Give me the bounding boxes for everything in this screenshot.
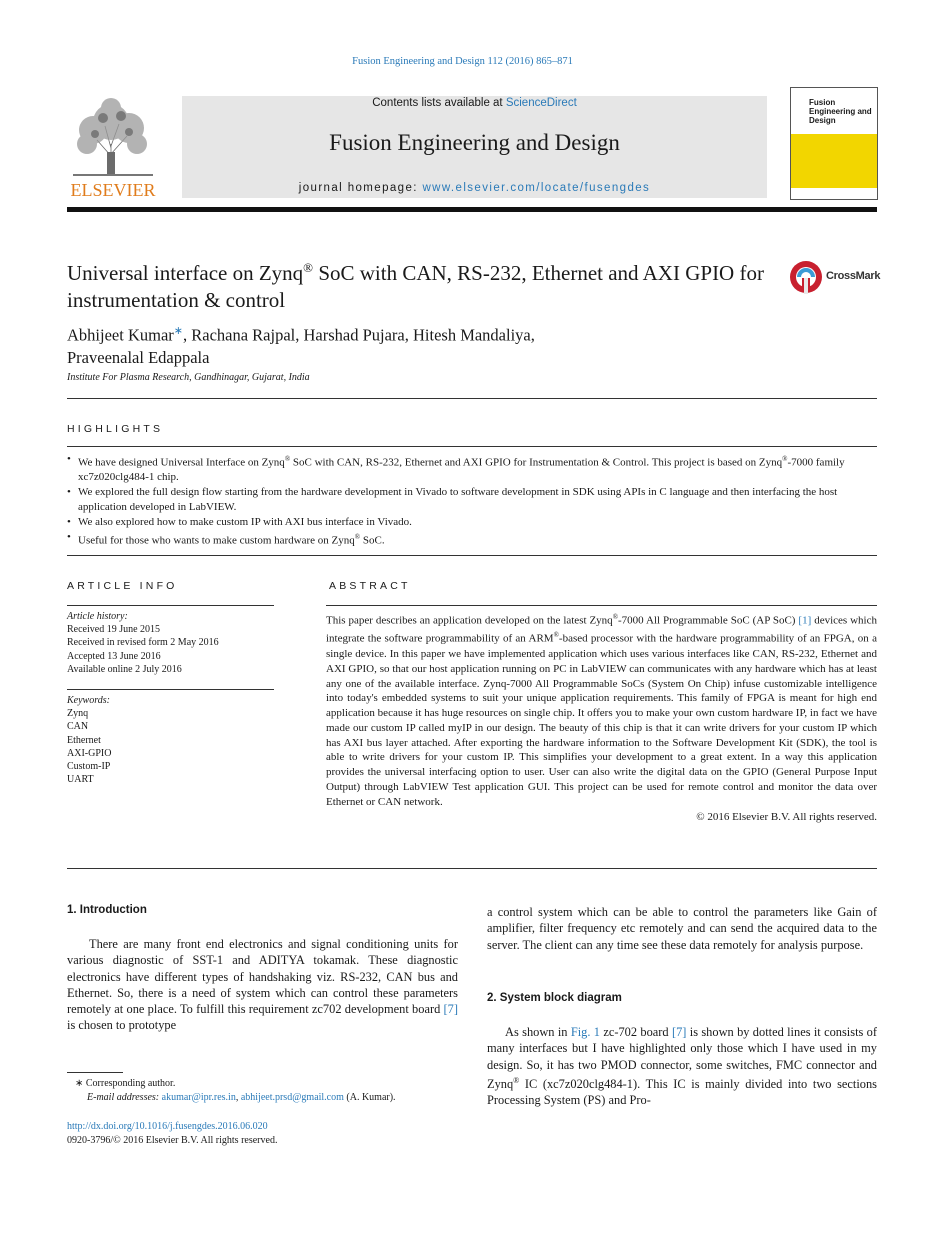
divider [67, 605, 274, 606]
divider [326, 605, 877, 606]
title-part2: SoC with CAN, RS-232, Ethernet and AXI GPIO for instrumentation & control [67, 261, 764, 312]
history-item: Received 19 June 2015 [67, 624, 161, 636]
highlight-text: We explored the full design flow starting from the hardware development in Vivado to software development in SDK using APIs in C language and then interfacing the host application developed in LabVIEW. [78, 486, 838, 514]
crossmark-badge[interactable] [789, 260, 879, 294]
body-text: is chosen to prototype [67, 1018, 177, 1033]
sciencedirect-link[interactable]: ScienceDirect [505, 97, 577, 109]
highlight-text: SoC. [360, 534, 385, 547]
footnote-text: Corresponding author. [83, 1078, 176, 1089]
keyword: UART [67, 774, 94, 786]
footnote-rule [67, 1072, 123, 1073]
author-kumar: Abhijeet Kumar [67, 325, 174, 345]
contents-available [182, 97, 767, 109]
email-link[interactable]: akumar@ipr.res.in [161, 1091, 236, 1103]
homepage-prefix: journal homepage: [298, 182, 423, 194]
cover-title: Fusion Engineering and Design [809, 98, 872, 125]
divider [67, 689, 274, 690]
section-1-heading: 1. Introduction [67, 904, 147, 916]
journal-title: Fusion Engineering and Design [329, 130, 620, 155]
article-info-heading: ARTICLE INFO [67, 580, 178, 592]
affiliation: Institute For Plasma Research, Gandhinagar, Gujarat, India [67, 372, 310, 383]
title-registered-mark: ® [303, 260, 314, 275]
email-suffix: (A. Kumar). [343, 1091, 396, 1103]
section-2-heading: 2. System block diagram [487, 992, 622, 1004]
ref-link[interactable]: [1] [798, 614, 812, 627]
body-text: IC (xc7z020clg484-1). This IC is mainly divided into two sections Processing System (PS) and Pro- [487, 1077, 877, 1108]
history-item: Accepted 13 June 2016 [67, 650, 161, 662]
journal-homepage [182, 182, 767, 194]
body-sup: ® [513, 1075, 520, 1085]
abstract-sup: ® [612, 613, 619, 621]
homepage-link[interactable]: www.elsevier.com/locate/fusengdes [422, 182, 651, 194]
body-text: zc-702 board [599, 1025, 672, 1039]
journal-cover-image [790, 87, 878, 200]
ref-link[interactable]: [7] [443, 1002, 458, 1017]
doi-block [67, 1120, 277, 1147]
highlight-item [67, 485, 877, 515]
article-history [67, 610, 274, 676]
highlights-heading: HIGHLIGHTS [67, 423, 164, 435]
highlight-sup: ® [782, 455, 788, 463]
history-item: Received in revised form 2 May 2016 [67, 637, 219, 649]
ref-link[interactable]: [7] [671, 1025, 687, 1039]
corresponding-author-note [67, 1077, 467, 1091]
body-text: is shown by dotted lines it consists of many interfaces but I have highlighted only those which I have used in my design. So, it has two PMOD connector, some switches, FMC connector and Zynq [487, 1025, 878, 1092]
highlight-item [67, 515, 877, 530]
abstract-part: -7000 All Programmable SoC (AP SoC) [618, 614, 799, 627]
authors-line-1 [67, 320, 687, 347]
author-list [67, 320, 687, 369]
history-label: Article history: [67, 611, 128, 622]
highlight-text: We also explored how to make custom IP with AXI bus interface in Vivado. [78, 515, 412, 528]
divider [67, 446, 877, 447]
highlight-sup: ® [354, 532, 361, 541]
highlight-item [67, 452, 877, 485]
highlight-item [67, 530, 877, 548]
authors-line-2: Praveenalal Edappala [67, 347, 210, 367]
keyword: Zynq [67, 708, 89, 720]
email-label: E-mail addresses: [87, 1091, 162, 1103]
contents-prefix: Contents lists available at [372, 97, 506, 109]
corresponding-author-mark[interactable]: ∗ [173, 325, 183, 337]
keywords-label: Keywords: [67, 695, 110, 706]
keyword: CAN [67, 721, 89, 733]
abstract-part: -based processor with the hardware programmability of an FPGA, on a single device. In this paper we have implemented application which uses various interfaces like CAN, RS-232, Ethernet and AXI GPIO, so that our host application running on PC in LabVIEW can communicates with any hardware which has at least any one of the available interface. Zynq-7000 All Programmable SoCs (System On Chip) infuse customizable intelligence into today's embedded systems to suit your unique application requirements. This family of FPGA is meant for high end application because it has huge resources on single chip. It offers you to make your own custom hardware IP, in fact we have made our custom IP called myIP in our design. The beauty of this chip is that it can write drivers for your custom IP which has AXI bus layer attached. After exporting the hardware information to the Software Development Kit (SDK), the tool is able to write drivers for your custom IP. This simplifies your development to a great extent. In a way this application provides the universal interfacing option to user. User can also write the digital data on the GPIO (General Purpose Input Output) through LabVIEW Test application GUI. This project can be used for remote control and monitor the data over Ethernet or CAN network. [326, 633, 877, 808]
crossmark-label: CrossMark [826, 270, 881, 282]
journal-banner [182, 96, 767, 198]
highlights-list [67, 452, 877, 548]
abstract-heading: ABSTRACT [329, 580, 411, 592]
elsevier-tree-icon [67, 96, 159, 198]
section-2-text [487, 1024, 877, 1109]
keywords [67, 694, 274, 786]
email-separator: , [235, 1091, 241, 1103]
title-part1: Universal interface on Zynq [67, 261, 304, 285]
abstract-part: This paper describes an application developed on the latest Zynq [326, 614, 613, 627]
highlight-text: We have designed Universal Interface on Zynq [78, 456, 285, 469]
highlight-text: Useful for those who wants to make custom hardware on Zynq [78, 534, 355, 547]
crossmark-icon [789, 260, 823, 294]
elsevier-logo [67, 96, 159, 198]
abstract-body [326, 610, 877, 810]
email-link[interactable]: abhijeet.prsd@gmail.com [240, 1091, 344, 1103]
article-title [67, 254, 777, 314]
cover-yellow-panel [791, 134, 877, 188]
header-rule [67, 207, 877, 212]
email-note [67, 1091, 467, 1105]
divider [67, 868, 877, 869]
body-text: As shown in [505, 1025, 571, 1039]
highlight-text: -7000 family xc7z020clg484-1 chip. [78, 456, 845, 484]
abstract-copyright: © 2016 Elsevier B.V. All rights reserved. [696, 810, 877, 823]
keyword: Ethernet [67, 734, 101, 746]
abstract-part: devices which integrate the software programmability of an ARM [326, 614, 877, 646]
keyword: AXI-GPIO [67, 747, 112, 759]
highlight-text: SoC with CAN, RS-232, Ethernet and AXI GPIO for Instrumentation & Control. This project is based on Zynq [290, 456, 783, 469]
footnote-mark: ∗ [75, 1078, 84, 1089]
issn-copyright: 0920-3796/© 2016 Elsevier B.V. All rights reserved. [67, 1134, 278, 1146]
doi-link[interactable]: http://dx.doi.org/10.1016/j.fusengdes.2016.06.020 [67, 1121, 268, 1132]
journal-citation[interactable]: Fusion Engineering and Design 112 (2016) 865–871 [352, 56, 573, 67]
body-text: There are many front end electronics and signal conditioning units for various diagnostic of SST-1 and ADITYA tokamak. These diagnostic electronics have different types of handshaking viz. RS-232, CAN bus and Ethernet. So, there is a need of system which can control these parameters remotely at one place. To fulfill this requirement zc702 development board [67, 937, 458, 1017]
abstract-sup: ® [553, 631, 559, 640]
keyword: Custom-IP [67, 761, 111, 773]
history-item: Available online 2 July 2016 [67, 663, 182, 675]
section-1-continued: a control system which can be able to control the parameters like Gain of amplifier, filter frequency etc remotely and can send the acquired data to the server. The client can any time see these data remotely for analysis purpose. [487, 905, 877, 952]
figure-link[interactable]: Fig. 1 [570, 1025, 600, 1039]
footnote [67, 1077, 467, 1104]
divider [67, 555, 877, 556]
elsevier-wordmark: ELSEVIER [70, 180, 156, 198]
divider [67, 398, 877, 399]
section-1-text [67, 936, 458, 1034]
highlight-sup: ® [284, 455, 291, 463]
abstract-text [326, 610, 877, 824]
authors-rest: , Rachana Rajpal, Harshad Pujara, Hitesh Mandaliya, [182, 325, 535, 345]
